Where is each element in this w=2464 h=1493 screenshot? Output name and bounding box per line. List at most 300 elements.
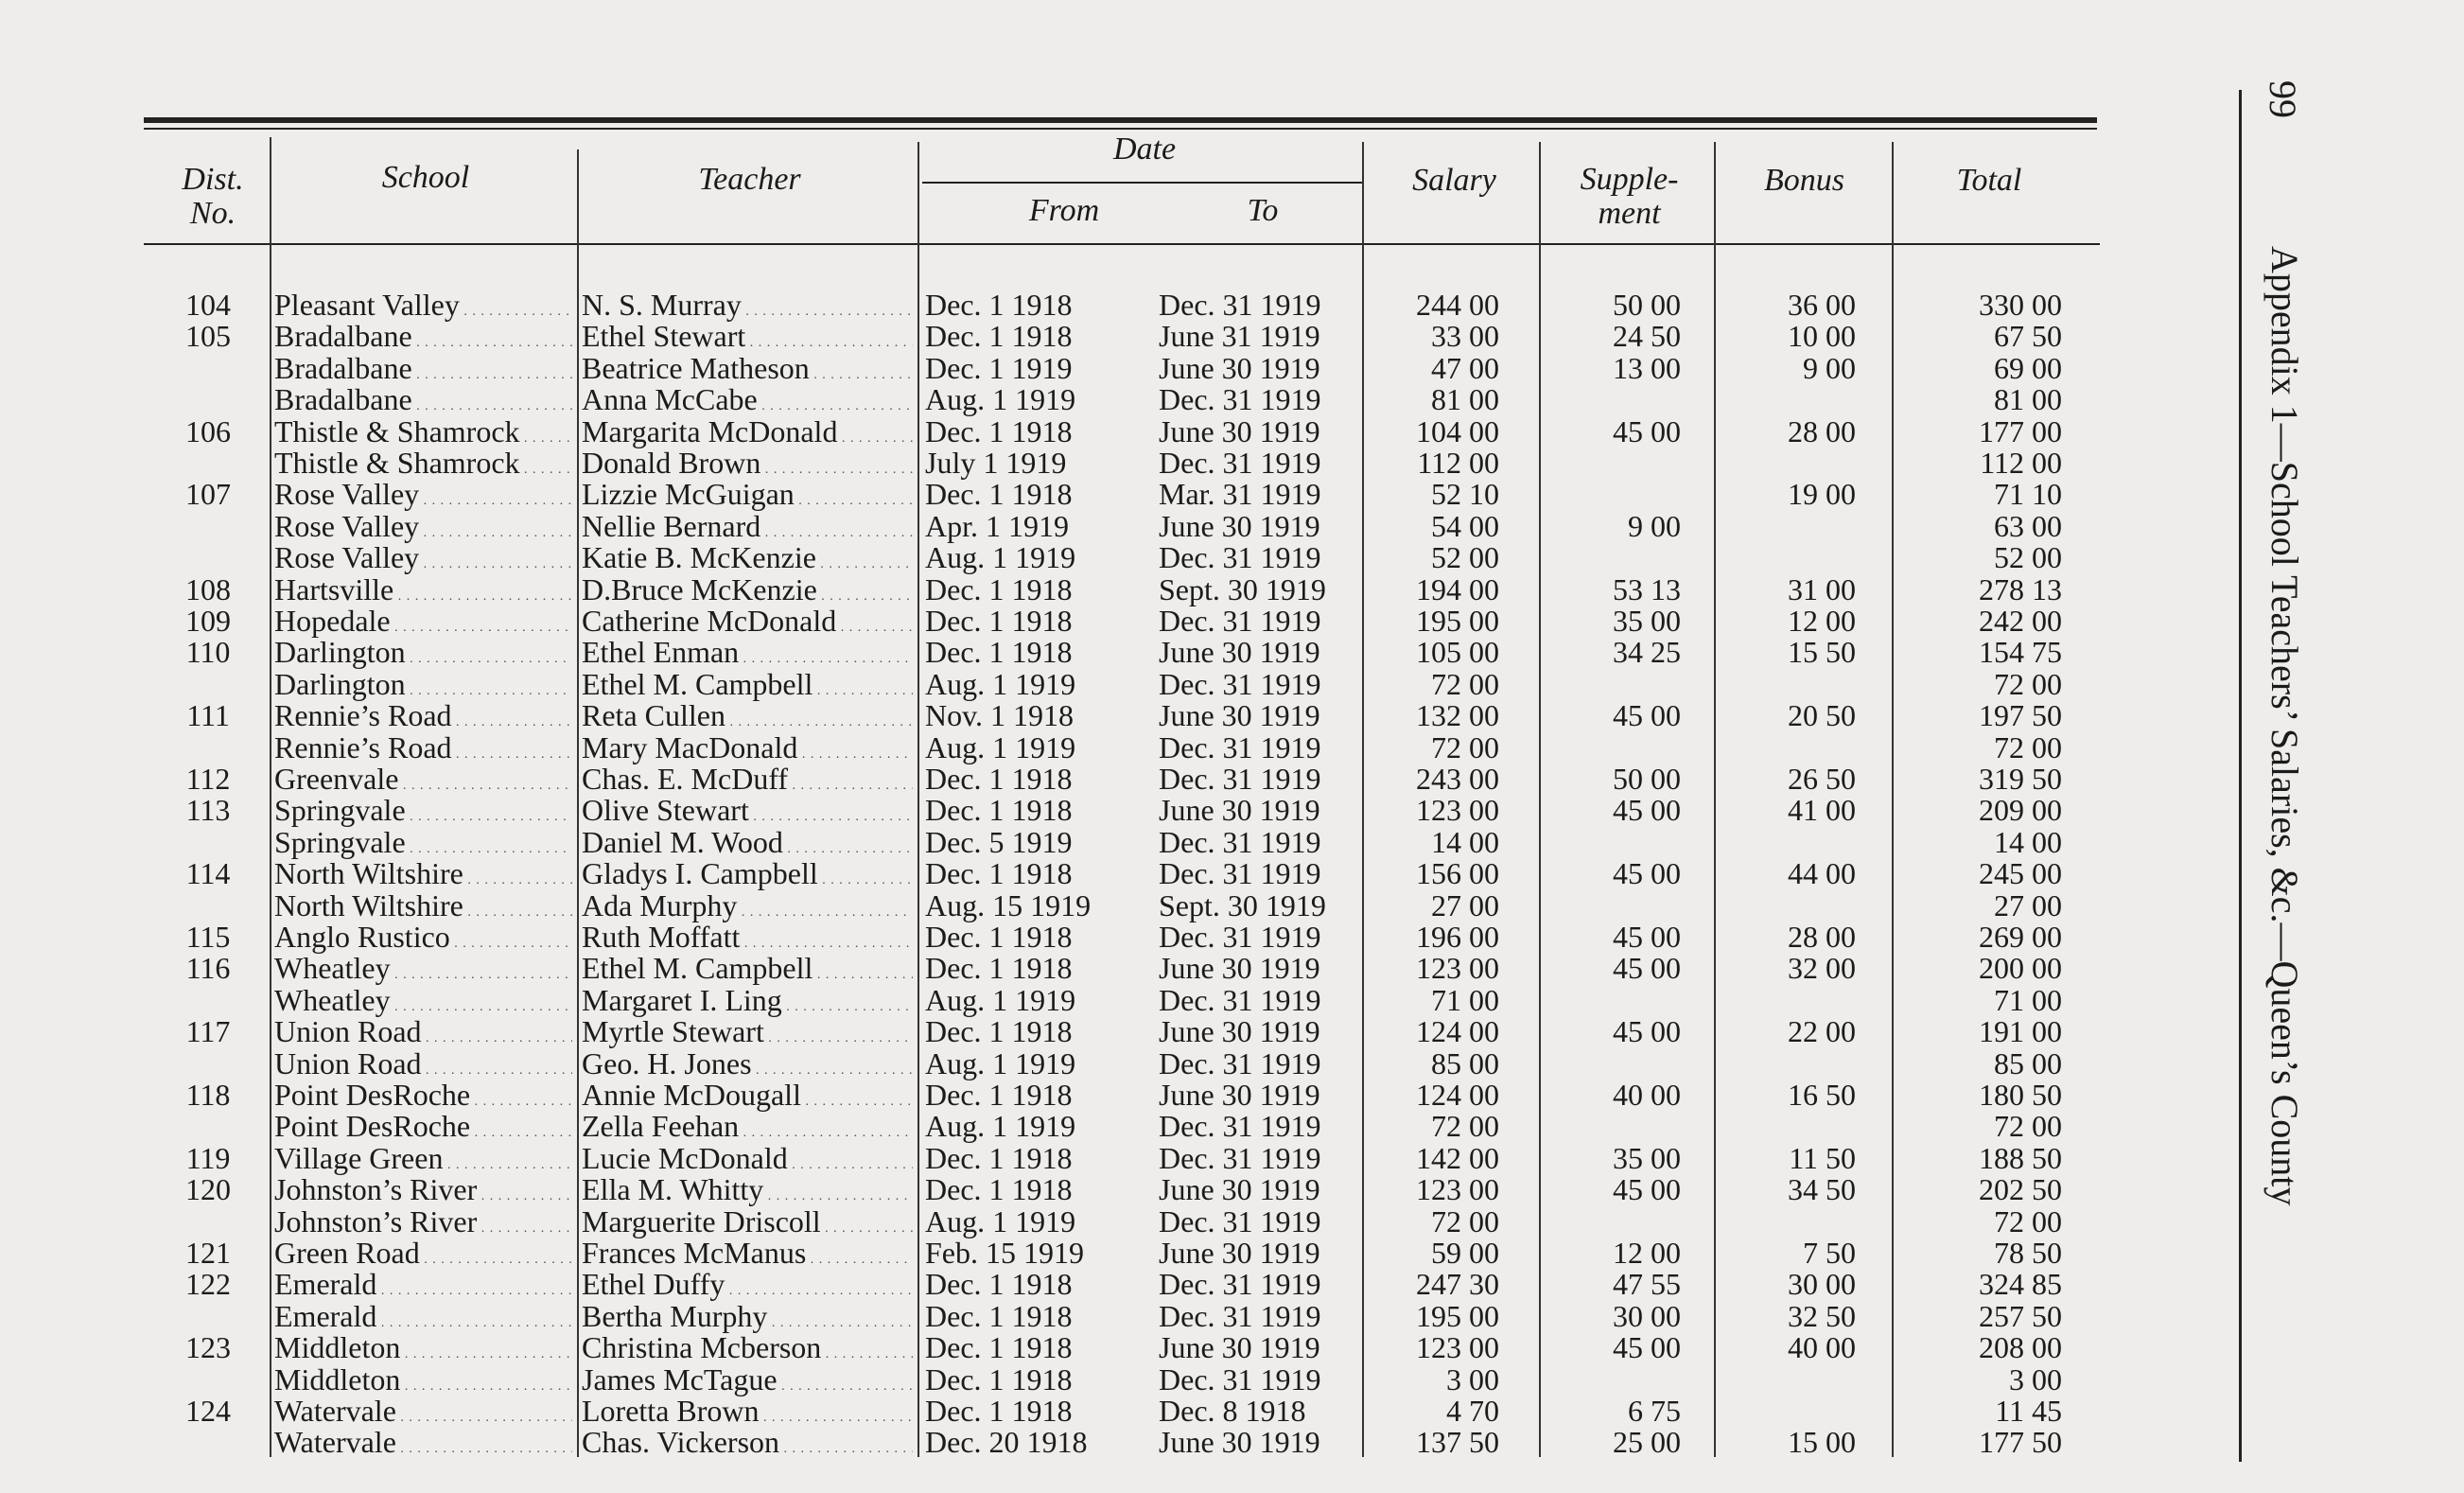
date-to-cell: Dec. 31 1919	[1159, 1361, 1321, 1396]
date-from-cell: Apr. 1 1919	[925, 508, 1069, 543]
salary-cell: 123 00	[1416, 793, 1499, 828]
date-from-cell: Dec. 1 1918	[925, 1014, 1073, 1049]
teacher-cell: Ada Murphy . . .	[582, 889, 913, 929]
salary-cell: 14 00	[1431, 824, 1499, 859]
total-cell: 72 00	[1994, 729, 2062, 764]
salary-cell: 194 00	[1416, 571, 1499, 606]
teacher-cell: James McTague . . .	[582, 1363, 913, 1403]
total-cell: 154 75	[1979, 635, 2062, 670]
salary-cell: 247 30	[1416, 1267, 1499, 1302]
total-cell: 245 00	[1979, 856, 2062, 891]
top-rule-thin	[144, 128, 2097, 130]
bonus-cell: 19 00	[1788, 477, 1856, 512]
date-to-cell: Dec. 31 1919	[1159, 1140, 1321, 1175]
date-to-cell: Dec. 31 1919	[1159, 1298, 1321, 1333]
supplement-cell: 35 00	[1613, 1140, 1681, 1175]
salary-cell: 195 00	[1416, 604, 1499, 638]
date-from-cell: Aug. 15 1919	[925, 887, 1092, 922]
salary-cell: 132 00	[1416, 698, 1499, 733]
teacher-cell: Bertha Murphy . . .	[582, 1300, 913, 1340]
supplement-cell: 50 00	[1613, 288, 1681, 322]
dist-no-cell: 112	[185, 762, 231, 796]
bonus-cell: 16 50	[1788, 1078, 1856, 1112]
teacher-cell: Ethel M. Campbell . . .	[582, 952, 913, 992]
bonus-cell: 30 00	[1788, 1267, 1856, 1302]
teacher-cell: N. S. Murray . . .	[582, 289, 913, 328]
teacher-cell: Ethel M. Campbell . . .	[582, 668, 913, 708]
header-to: To	[1247, 193, 1279, 228]
date-to-cell: June 30 1919	[1159, 1078, 1320, 1112]
bonus-cell: 32 00	[1788, 951, 1856, 986]
school-cell: North Wiltshire . . .	[274, 889, 572, 929]
date-from-cell: Dec. 1 1918	[925, 1172, 1073, 1207]
total-cell: 11 45	[1995, 1394, 2062, 1428]
header-salary: Salary	[1412, 163, 1496, 198]
total-cell: 208 00	[1979, 1330, 2062, 1365]
salary-cell: 137 50	[1416, 1425, 1499, 1460]
date-to-cell: Mar. 31 1919	[1159, 477, 1321, 512]
school-cell: Point DesRoche . . .	[274, 1110, 572, 1150]
teacher-cell: D.Bruce McKenzie . . .	[582, 573, 913, 613]
date-from-cell: Dec. 20 1918	[925, 1425, 1088, 1460]
bonus-cell: 7 50	[1803, 1236, 1856, 1270]
school-cell: Rose Valley . . .	[274, 541, 572, 581]
school-cell: Springvale . . .	[274, 826, 572, 866]
date-to-cell: Dec. 31 1919	[1159, 604, 1321, 638]
total-cell: 27 00	[1994, 887, 2062, 922]
teacher-cell: Mary MacDonald . . .	[582, 731, 913, 771]
supplement-cell: 40 00	[1613, 1078, 1681, 1112]
teacher-cell: Ella M. Whitty . . .	[582, 1173, 913, 1213]
bonus-cell: 26 50	[1788, 762, 1856, 796]
bonus-cell: 15 50	[1788, 635, 1856, 670]
date-to-cell: Dec. 31 1919	[1159, 1203, 1321, 1238]
school-cell: Union Road . . .	[274, 1015, 572, 1055]
salary-cell: 243 00	[1416, 762, 1499, 796]
school-cell: Rose Valley . . .	[274, 478, 572, 518]
teacher-cell: Lucie McDonald . . .	[582, 1142, 913, 1182]
total-cell: 188 50	[1979, 1140, 2062, 1175]
bonus-cell: 20 50	[1788, 698, 1856, 733]
total-cell: 269 00	[1979, 920, 2062, 954]
date-subheader-rule	[922, 182, 1362, 184]
date-from-cell: Dec. 1 1918	[925, 413, 1073, 448]
dist-no-cell: 110	[185, 635, 231, 670]
dist-no-cell: 119	[185, 1140, 231, 1175]
date-from-cell: Dec. 1 1919	[925, 350, 1073, 385]
salary-cell: 244 00	[1416, 288, 1499, 322]
salary-cell: 3 00	[1446, 1361, 1499, 1396]
supplement-cell: 30 00	[1613, 1298, 1681, 1333]
date-to-cell: June 30 1919	[1159, 951, 1320, 986]
total-cell: 278 13	[1979, 571, 2062, 606]
school-cell: Thistle & Shamrock . . .	[274, 415, 572, 455]
total-cell: 72 00	[1994, 666, 2062, 701]
total-cell: 81 00	[1994, 382, 2062, 417]
teacher-cell: Ethel Duffy . . .	[582, 1268, 913, 1308]
date-from-cell: Aug. 1 1919	[925, 729, 1076, 764]
school-cell: Emerald . . .	[274, 1300, 572, 1340]
total-cell: 72 00	[1994, 1203, 2062, 1238]
date-to-cell: Dec. 8 1918	[1159, 1394, 1306, 1428]
date-from-cell: Aug. 1 1919	[925, 1045, 1076, 1080]
total-cell: 200 00	[1979, 951, 2062, 986]
bonus-cell: 15 00	[1788, 1425, 1856, 1460]
salary-cell: 123 00	[1416, 1172, 1499, 1207]
salary-cell: 33 00	[1431, 319, 1499, 354]
supplement-cell: 45 00	[1613, 920, 1681, 954]
date-from-cell: Dec. 1 1918	[925, 477, 1073, 512]
date-to-cell: Dec. 31 1919	[1159, 920, 1321, 954]
teacher-cell: Frances McManus . . .	[582, 1237, 913, 1276]
dist-no-cell: 104	[185, 288, 231, 322]
salary-cell: 156 00	[1416, 856, 1499, 891]
salary-cell: 71 00	[1431, 982, 1499, 1017]
header-bottom-rule	[144, 243, 2100, 245]
date-to-cell: June 30 1919	[1159, 698, 1320, 733]
header-total: Total	[1956, 163, 2022, 198]
date-to-cell: Sept. 30 1919	[1159, 571, 1326, 606]
salary-cell: 112 00	[1417, 446, 1499, 480]
school-cell: Hartsville . . .	[274, 573, 572, 613]
teacher-cell: Beatrice Matheson . . .	[582, 352, 913, 392]
dist-no-cell: 107	[185, 477, 231, 512]
dist-no-cell: 117	[185, 1014, 231, 1049]
bonus-cell: 10 00	[1788, 319, 1856, 354]
school-cell: Middleton . . .	[274, 1363, 572, 1403]
date-to-cell: Dec. 31 1919	[1159, 382, 1321, 417]
teacher-cell: Zella Feehan . . .	[582, 1110, 913, 1150]
column-line	[1714, 142, 1716, 1457]
total-cell: 191 00	[1979, 1014, 2062, 1049]
total-cell: 14 00	[1994, 824, 2062, 859]
total-cell: 177 00	[1979, 413, 2062, 448]
salary-cell: 72 00	[1431, 666, 1499, 701]
dist-no-cell: 124	[185, 1394, 231, 1428]
bonus-cell: 11 50	[1789, 1140, 1856, 1175]
total-cell: 197 50	[1979, 698, 2062, 733]
total-cell: 78 50	[1994, 1236, 2062, 1270]
school-cell: Johnston’s River . . .	[274, 1173, 572, 1213]
supplement-cell: 6 75	[1628, 1394, 1681, 1428]
teacher-cell: Daniel M. Wood . . .	[582, 826, 913, 866]
header-bonus: Bonus	[1764, 163, 1844, 198]
dist-no-cell: 113	[185, 793, 231, 828]
salary-cell: 105 00	[1416, 635, 1499, 670]
column-line	[270, 137, 271, 1457]
total-cell: 319 50	[1979, 762, 2062, 796]
supplement-cell: 47 55	[1613, 1267, 1681, 1302]
supplement-cell: 45 00	[1613, 1014, 1681, 1049]
salary-cell: 123 00	[1416, 951, 1499, 986]
date-from-cell: Feb. 15 1919	[925, 1236, 1084, 1270]
school-cell: Anglo Rustico . . .	[274, 921, 572, 960]
header-supplement: Supple- ment	[1580, 162, 1679, 231]
date-to-cell: June 30 1919	[1159, 793, 1320, 828]
dist-no-cell: 109	[185, 604, 231, 638]
school-cell: Darlington . . .	[274, 636, 572, 676]
date-to-cell: June 30 1919	[1159, 1014, 1320, 1049]
teacher-cell: Olive Stewart . . .	[582, 794, 913, 834]
column-line	[1362, 142, 1364, 1457]
bonus-cell: 32 50	[1788, 1298, 1856, 1333]
salary-cell: 27 00	[1431, 887, 1499, 922]
date-from-cell: Aug. 1 1919	[925, 382, 1076, 417]
total-cell: 180 50	[1979, 1078, 2062, 1112]
date-from-cell: Aug. 1 1919	[925, 1109, 1076, 1144]
school-cell: Rennie’s Road . . .	[274, 731, 572, 771]
teacher-cell: Loretta Brown . . .	[582, 1395, 913, 1434]
supplement-cell: 45 00	[1613, 1172, 1681, 1207]
date-to-cell: Dec. 31 1919	[1159, 1267, 1321, 1302]
date-from-cell: Dec. 1 1918	[925, 1267, 1073, 1302]
date-from-cell: Dec. 5 1919	[925, 824, 1073, 859]
date-to-cell: Dec. 31 1919	[1159, 856, 1321, 891]
bonus-cell: 31 00	[1788, 571, 1856, 606]
page-title: Appendix 1—School Teachers’ Salaries, &c.—Queen’s County	[2263, 246, 2306, 1206]
salary-cell: 195 00	[1416, 1298, 1499, 1333]
total-cell: 177 50	[1979, 1425, 2062, 1460]
date-to-cell: Dec. 31 1919	[1159, 1045, 1321, 1080]
teacher-cell: Catherine McDonald . . .	[582, 605, 913, 644]
total-cell: 67 50	[1994, 319, 2062, 354]
supplement-cell: 45 00	[1613, 856, 1681, 891]
teacher-cell: Katie B. McKenzie . . .	[582, 541, 913, 581]
teacher-cell: Ethel Stewart . . .	[582, 320, 913, 360]
supplement-cell: 45 00	[1613, 413, 1681, 448]
total-cell: 202 50	[1979, 1172, 2062, 1207]
teacher-cell: Ruth Moffatt . . .	[582, 921, 913, 960]
date-to-cell: Dec. 31 1919	[1159, 982, 1321, 1017]
column-line	[577, 149, 579, 1457]
dist-no-cell: 115	[185, 920, 231, 954]
school-cell: Greenvale . . .	[274, 763, 572, 802]
bonus-cell: 12 00	[1788, 604, 1856, 638]
bonus-cell: 41 00	[1788, 793, 1856, 828]
total-cell: 63 00	[1994, 508, 2062, 543]
date-from-cell: Dec. 1 1918	[925, 793, 1073, 828]
column-line	[1892, 142, 1894, 1457]
date-from-cell: Aug. 1 1919	[925, 982, 1076, 1017]
date-to-cell: Sept. 30 1919	[1159, 887, 1326, 922]
column-line	[1539, 142, 1541, 1457]
bonus-cell: 28 00	[1788, 413, 1856, 448]
supplement-cell: 9 00	[1628, 508, 1681, 543]
school-cell: Rennie’s Road . . .	[274, 699, 572, 739]
supplement-cell: 35 00	[1613, 604, 1681, 638]
teacher-cell: Gladys I. Campbell . . .	[582, 857, 913, 897]
teacher-cell: Nellie Bernard . . .	[582, 510, 913, 550]
bonus-cell: 22 00	[1788, 1014, 1856, 1049]
dist-no-cell: 120	[185, 1172, 231, 1207]
date-from-cell: Aug. 1 1919	[925, 1203, 1076, 1238]
date-to-cell: Dec. 31 1919	[1159, 1109, 1321, 1144]
date-from-cell: Dec. 1 1918	[925, 856, 1073, 891]
dist-no-cell: 111	[186, 698, 230, 733]
salary-cell: 52 00	[1431, 540, 1499, 575]
school-cell: Watervale . . .	[274, 1395, 572, 1434]
date-to-cell: June 30 1919	[1159, 635, 1320, 670]
school-cell: Emerald . . .	[274, 1268, 572, 1308]
dist-no-cell: 116	[185, 951, 231, 986]
date-to-cell: Dec. 31 1919	[1159, 824, 1321, 859]
total-cell: 52 00	[1994, 540, 2062, 575]
date-from-cell: Dec. 1 1918	[925, 288, 1073, 322]
total-cell: 71 10	[1994, 477, 2062, 512]
supplement-cell: 45 00	[1613, 1330, 1681, 1365]
school-cell: Bradalbane . . .	[274, 383, 572, 423]
teacher-cell: Annie McDougall . . .	[582, 1079, 913, 1118]
total-cell: 257 50	[1979, 1298, 2062, 1333]
dist-no-cell: 114	[185, 856, 231, 891]
teacher-cell: Lizzie McGuigan . . .	[582, 478, 913, 518]
salary-cell: 52 10	[1431, 477, 1499, 512]
date-from-cell: Dec. 1 1918	[925, 319, 1073, 354]
date-from-cell: Dec. 1 1918	[925, 951, 1073, 986]
date-to-cell: June 30 1919	[1159, 508, 1320, 543]
top-rule-thick	[144, 117, 2097, 123]
date-from-cell: Dec. 1 1918	[925, 604, 1073, 638]
supplement-cell: 25 00	[1613, 1425, 1681, 1460]
salary-cell: 124 00	[1416, 1014, 1499, 1049]
teacher-cell: Anna McCabe . . .	[582, 383, 913, 423]
supplement-cell: 24 50	[1613, 319, 1681, 354]
date-from-cell: July 1 1919	[925, 446, 1067, 480]
dist-no-cell: 106	[185, 413, 231, 448]
salary-cell: 104 00	[1416, 413, 1499, 448]
date-from-cell: Nov. 1 1918	[925, 698, 1075, 733]
bonus-cell: 44 00	[1788, 856, 1856, 891]
date-from-cell: Dec. 1 1918	[925, 1361, 1073, 1396]
date-to-cell: June 31 1919	[1159, 319, 1320, 354]
teacher-cell: Margarita McDonald . . .	[582, 415, 913, 455]
teacher-cell: Reta Cullen . . .	[582, 699, 913, 739]
total-cell: 330 00	[1979, 288, 2062, 322]
total-cell: 71 00	[1994, 982, 2062, 1017]
date-to-cell: Dec. 31 1919	[1159, 446, 1321, 480]
date-to-cell: June 30 1919	[1159, 1425, 1320, 1460]
date-from-cell: Dec. 1 1918	[925, 1140, 1073, 1175]
total-cell: 72 00	[1994, 1109, 2062, 1144]
date-from-cell: Dec. 1 1918	[925, 1078, 1073, 1112]
date-to-cell: June 30 1919	[1159, 1330, 1320, 1365]
bonus-cell: 9 00	[1803, 350, 1856, 385]
school-cell: Johnston’s River . . .	[274, 1205, 572, 1245]
total-cell: 85 00	[1994, 1045, 2062, 1080]
salary-cell: 124 00	[1416, 1078, 1499, 1112]
salary-cell: 142 00	[1416, 1140, 1499, 1175]
salary-cell: 196 00	[1416, 920, 1499, 954]
school-cell: Wheatley . . .	[274, 952, 572, 992]
teacher-cell: Margaret I. Ling . . .	[582, 984, 913, 1024]
date-from-cell: Dec. 1 1918	[925, 1298, 1073, 1333]
column-line	[917, 142, 919, 1457]
date-to-cell: June 30 1919	[1159, 350, 1320, 385]
teacher-cell: Myrtle Stewart . . .	[582, 1015, 913, 1055]
school-cell: Middleton . . .	[274, 1331, 572, 1371]
school-cell: Village Green . . .	[274, 1142, 572, 1182]
total-cell: 69 00	[1994, 350, 2062, 385]
total-cell: 242 00	[1979, 604, 2062, 638]
date-to-cell: June 30 1919	[1159, 1172, 1320, 1207]
dist-no-cell: 123	[185, 1330, 231, 1365]
dist-no-cell: 122	[185, 1267, 231, 1302]
school-cell: Union Road . . .	[274, 1047, 572, 1087]
date-from-cell: Dec. 1 1918	[925, 571, 1073, 606]
total-cell: 3 00	[2009, 1361, 2062, 1396]
date-to-cell: Dec. 31 1919	[1159, 762, 1321, 796]
school-cell: Point DesRoche . . .	[274, 1079, 572, 1118]
header-date: Date	[1112, 132, 1177, 167]
date-from-cell: Dec. 1 1918	[925, 762, 1073, 796]
salary-cell: 123 00	[1416, 1330, 1499, 1365]
bonus-cell: 34 50	[1788, 1172, 1856, 1207]
salary-cell: 72 00	[1431, 1203, 1499, 1238]
dist-no-cell: 105	[185, 319, 231, 354]
right-margin-rule	[2239, 90, 2242, 1462]
date-to-cell: Dec. 31 1919	[1159, 540, 1321, 575]
school-cell: Rose Valley . . .	[274, 510, 572, 550]
school-cell: Springvale . . .	[274, 794, 572, 834]
supplement-cell: 34 25	[1613, 635, 1681, 670]
bonus-cell: 40 00	[1788, 1330, 1856, 1365]
date-to-cell: Dec. 31 1919	[1159, 288, 1321, 322]
teacher-cell: Ethel Enman . . .	[582, 636, 913, 676]
supplement-cell: 12 00	[1613, 1236, 1681, 1270]
date-to-cell: June 30 1919	[1159, 1236, 1320, 1270]
school-cell: Thistle & Shamrock . . .	[274, 447, 572, 486]
teacher-cell: Christina Mcberson . . .	[582, 1331, 913, 1371]
salary-cell: 54 00	[1431, 508, 1499, 543]
school-cell: Wheatley . . .	[274, 984, 572, 1024]
total-cell: 324 85	[1979, 1267, 2062, 1302]
bonus-cell: 36 00	[1788, 288, 1856, 322]
supplement-cell: 45 00	[1613, 951, 1681, 986]
date-from-cell: Aug. 1 1919	[925, 666, 1076, 701]
date-to-cell: Dec. 31 1919	[1159, 729, 1321, 764]
total-cell: 112 00	[1980, 446, 2062, 480]
teacher-cell: Chas. Vickerson . . .	[582, 1426, 913, 1466]
date-from-cell: Dec. 1 1918	[925, 1330, 1073, 1365]
dist-no-cell: 108	[185, 571, 231, 606]
supplement-cell: 50 00	[1613, 762, 1681, 796]
bonus-cell: 28 00	[1788, 920, 1856, 954]
date-to-cell: Dec. 31 1919	[1159, 666, 1321, 701]
salary-cell: 72 00	[1431, 729, 1499, 764]
header-teacher: Teacher	[698, 162, 801, 197]
supplement-cell: 13 00	[1613, 350, 1681, 385]
date-from-cell: Aug. 1 1919	[925, 540, 1076, 575]
total-cell: 209 00	[1979, 793, 2062, 828]
school-cell: Green Road . . .	[274, 1237, 572, 1276]
teacher-cell: Marguerite Driscoll . . .	[582, 1205, 913, 1245]
teacher-cell: Donald Brown . . .	[582, 447, 913, 486]
salary-cell: 81 00	[1431, 382, 1499, 417]
salary-cell: 4 70	[1446, 1394, 1499, 1428]
date-to-cell: June 30 1919	[1159, 413, 1320, 448]
date-from-cell: Dec. 1 1918	[925, 920, 1073, 954]
school-cell: Darlington . . .	[274, 668, 572, 708]
dist-no-cell: 121	[185, 1236, 231, 1270]
supplement-cell: 53 13	[1613, 571, 1681, 606]
header-from: From	[1028, 193, 1100, 228]
school-cell: Hopedale . . .	[274, 605, 572, 644]
salary-cell: 59 00	[1431, 1236, 1499, 1270]
school-cell: Watervale . . .	[274, 1426, 572, 1466]
salary-cell: 72 00	[1431, 1109, 1499, 1144]
teacher-cell: Geo. H. Jones . . .	[582, 1047, 913, 1087]
supplement-cell: 45 00	[1613, 793, 1681, 828]
